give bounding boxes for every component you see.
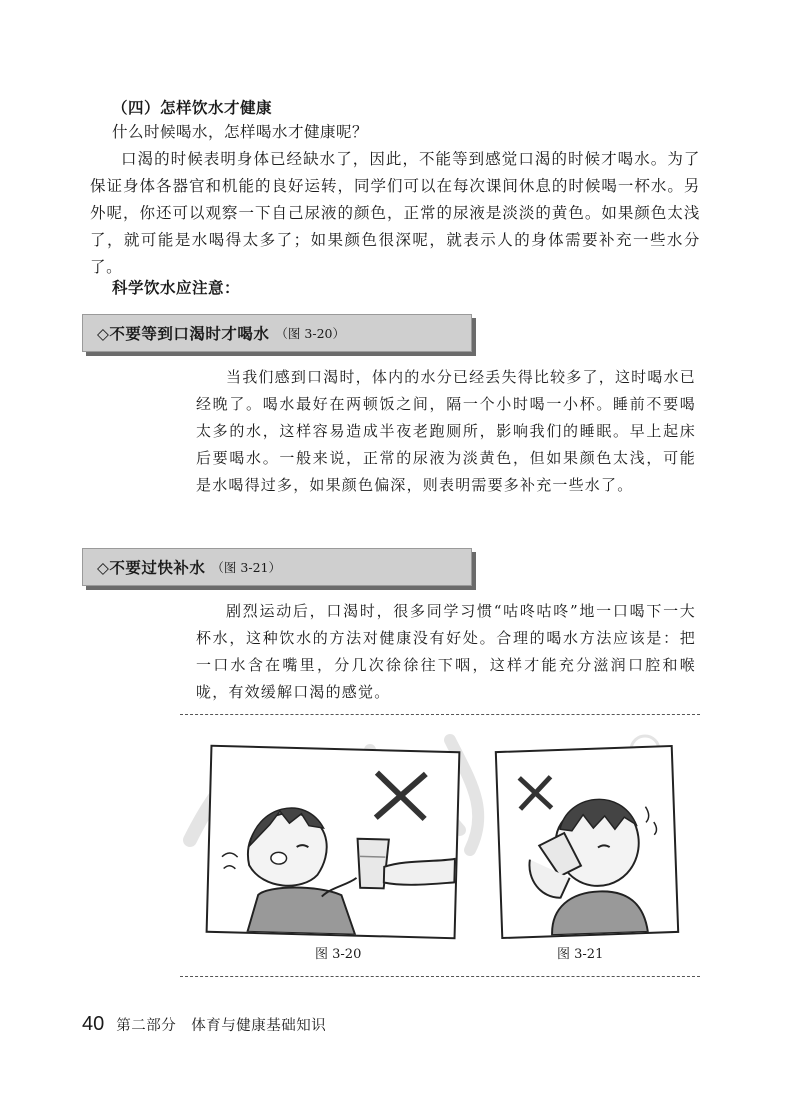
sweat-drops-icon <box>645 806 656 835</box>
figure-3-20-caption: 图 3-20 <box>315 947 362 962</box>
section-question: 什么时候喝水，怎样喝水才健康呢？ <box>112 123 369 141</box>
section-heading: （四）怎样饮水才健康 <box>112 99 273 117</box>
cross-mark-icon <box>519 777 551 809</box>
page-number: 40 <box>82 1013 105 1035</box>
tip-box-thirst <box>82 314 472 352</box>
part-title: 第二部分 体育与健康基础知识 <box>116 1018 327 1034</box>
tip-box-slow-drinking <box>82 548 472 586</box>
divider-top <box>180 714 700 715</box>
figure-3-21-caption: 图 3-21 <box>557 947 604 962</box>
tip-figure-ref: （图 3-21） <box>211 560 281 575</box>
page-footer <box>82 1013 326 1036</box>
divider-bottom <box>180 976 700 977</box>
tip-body-thirst: 当我们感到口渴时，体内的水分已经丢失得比较多了，这时喝水已经晚了。喝水最好在两顿饭之间，隔一个小时喝一小杯。睡前不要喝太多的水，这样容易造成半夜老跑厕所，影响我们的睡眠。早上起床后要喝水。一般来说，正常的尿液为淡黄色，但如果颜色太浅，可能是水喝得过多，如果颜色偏深，则表明需要多补充一些水了。 <box>196 368 696 494</box>
figure-3-21-illustration <box>495 745 679 939</box>
cross-mark-icon <box>376 773 426 819</box>
tip-figure-ref: （图 3-20） <box>275 326 345 341</box>
figure-3-20-illustration <box>206 745 461 939</box>
tip-title: ◇不要过快补水 <box>97 559 206 577</box>
section-paragraph: 口渴的时候表明身体已经缺水了，因此，不能等到感觉口渴的时候才喝水。为了保证身体各器官和机能的良好运转，同学们可以在每次课间休息的时候喝一杯水。另外呢，你还可以观察一下自己尿液的颜色，正常的尿液是淡淡的黄色。如果颜色太浅了，就可能是水喝得太多了；如果颜色很深呢，就表示人的身体需要补充一些水分了。 <box>90 150 700 276</box>
tip-title: ◇不要等到口渴时才喝水 <box>97 325 270 343</box>
hand-offering-glass <box>384 857 455 886</box>
notes-heading: 科学饮水应注意： <box>112 279 241 297</box>
boy-figure <box>246 807 358 935</box>
tip-body-slow-drinking: 剧烈运动后，口渴时，很多同学习惯“咕咚咕咚”地一口喝下一大杯水，这种饮水的方法对健康没有好处。合理的喝水方法应该是：把一口水含在嘴里，分几次徐徐往下咽，这样才能充分滋润口腔和喉咙，有效缓解口渴的感觉。 <box>196 602 696 701</box>
